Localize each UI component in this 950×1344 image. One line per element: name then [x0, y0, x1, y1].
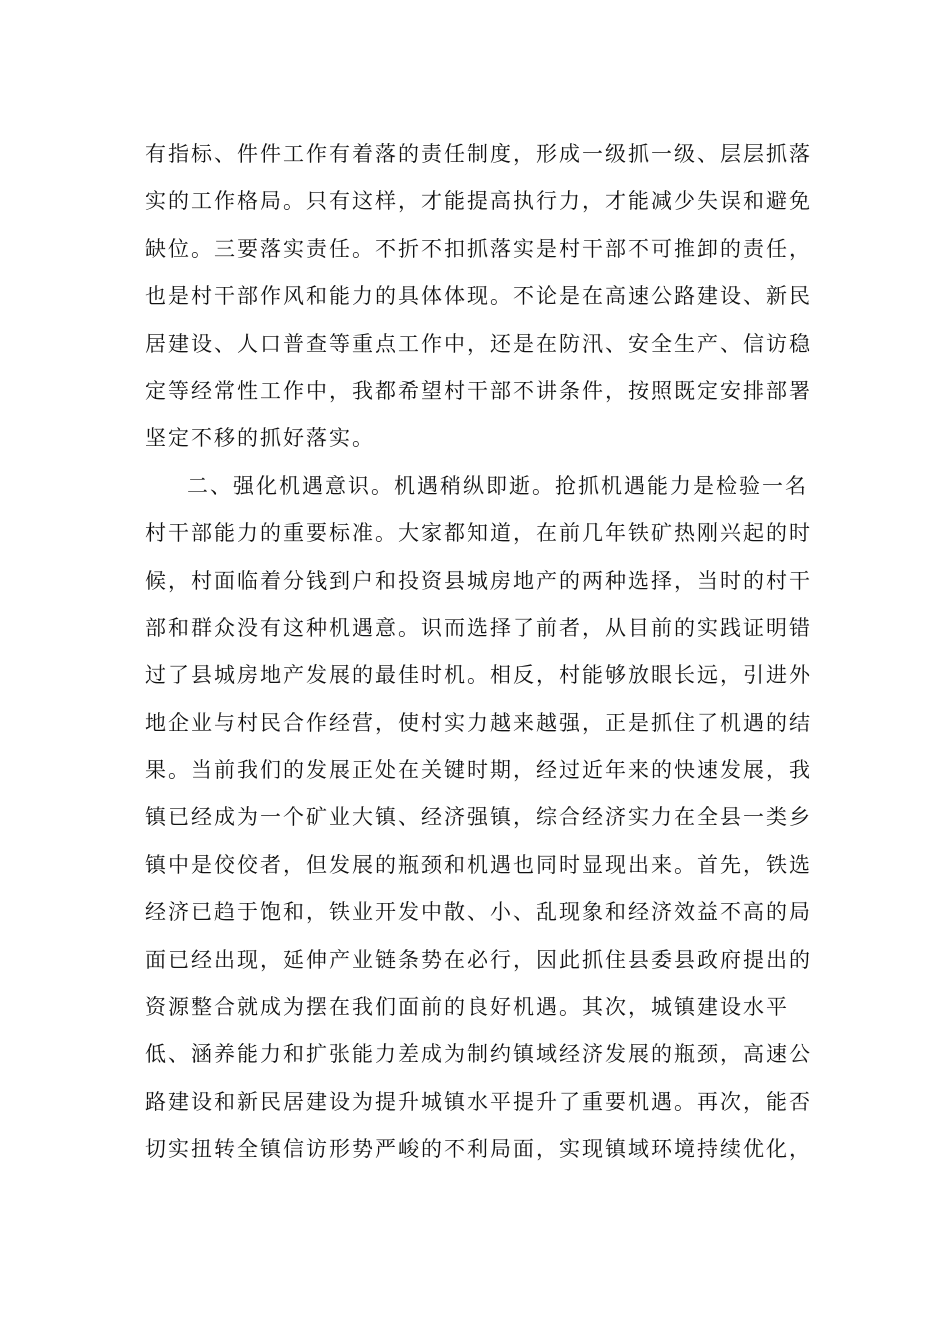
- text-line: 定等经常性工作中，我都希望村干部不讲条件，按照既定安排部署: [145, 378, 812, 403]
- text-line: 过了县城房地产发展的最佳时机。相反，村能够放眼长远，引进外: [145, 663, 812, 688]
- body-text: [145, 131, 810, 1174]
- text-line: 镇中是佼佼者，但发展的瓶颈和机遇也同时显现出来。首先，铁选: [145, 852, 812, 877]
- text-line: 地企业与村民合作经营，使村实力越来越强，正是抓住了机遇的结: [145, 710, 812, 735]
- text-line: 候，村面临着分钱到户和投资县城房地产的两种选择，当时的村干: [145, 568, 812, 593]
- text-line: 路建设和新民居建设为提升城镇水平提升了重要机遇。再次，能否: [145, 1089, 812, 1114]
- text-line: 资源整合就成为摆在我们面前的良好机遇。其次，城镇建设水平: [145, 995, 789, 1020]
- text-line: 果。当前我们的发展正处在关键时期，经过近年来的快速发展，我: [145, 758, 812, 783]
- text-line: 缺位。三要落实责任。不折不扣抓落实是村干部不可推卸的责任，: [145, 236, 812, 261]
- text-line: 切实扭转全镇信访形势严峻的不利局面，实现镇域环境持续优化，: [145, 1137, 812, 1162]
- text-line: 低、涵养能力和扩张能力差成为制约镇域经济发展的瓶颈，高速公: [145, 1042, 812, 1067]
- text-line: 坚定不移的抓好落实。: [145, 426, 375, 451]
- text-line: 村干部能力的重要标准。大家都知道，在前几年铁矿热刚兴起的时: [145, 521, 812, 546]
- paragraph-start-line: 二、强化机遇意识。机遇稍纵即逝。抢抓机遇能力是检验一名: [187, 473, 808, 498]
- text-line: 居建设、人口普查等重点工作中，还是在防汛、安全生产、信访稳: [145, 331, 812, 356]
- text-line: 部和群众没有这种机遇意。识而选择了前者，从目前的实践证明错: [145, 615, 812, 640]
- text-line: 有指标、件件工作有着落的责任制度，形成一级抓一级、层层抓落: [145, 142, 812, 166]
- text-line: 镇已经成为一个矿业大镇、经济强镇，综合经济实力在全县一类乡: [145, 805, 812, 830]
- text-line: 也是村干部作风和能力的具体体现。不论是在高速公路建设、新民: [145, 284, 812, 309]
- text-line: 面已经出现，延伸产业链条势在必行，因此抓住县委县政府提出的: [145, 947, 812, 972]
- text-line: 实的工作格局。只有这样，才能提高执行力，才能减少失误和避免: [145, 189, 812, 214]
- text-line: 经济已趋于饱和，铁业开发中散、小、乱现象和经济效益不高的局: [145, 900, 812, 925]
